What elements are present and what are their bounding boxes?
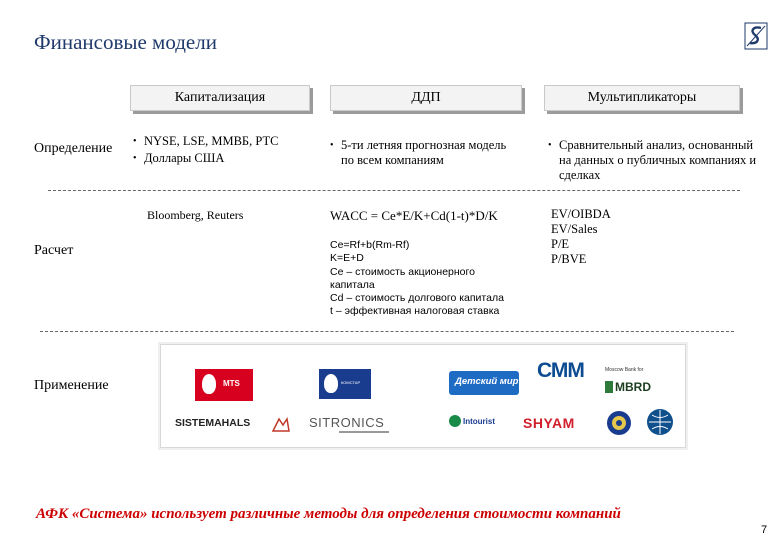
sistema-logo-icon <box>744 22 768 50</box>
shyam-logo <box>523 415 589 435</box>
divider <box>48 190 740 191</box>
header-multiples: Мультипликаторы <box>544 85 740 111</box>
globe-emblem-icon <box>645 407 675 437</box>
bullet-icon: • <box>133 136 137 147</box>
formula-line: Cd – стоимость долгового капитала <box>330 292 504 305</box>
intourist-label: Intourist <box>463 417 495 426</box>
list-item: • Сравнительный анализ, основанный на данных о публичных компаниях и сделках <box>548 138 757 182</box>
row-label-definition: Определение <box>34 141 113 156</box>
formula-line: t – эффективная налоговая ставка <box>330 305 500 318</box>
comstar-logo <box>319 369 371 399</box>
page-title: Финансовые модели <box>34 30 217 54</box>
hals-emblem-icon <box>271 415 291 435</box>
wacc-formula: WACC = Ce*E/K+Cd(1-t)*D/K <box>330 208 498 223</box>
multiple-item: P/E <box>551 237 570 251</box>
comstar-label: КОМСТАР <box>341 380 361 385</box>
multiple-item: EV/Sales <box>551 222 598 236</box>
mts-label: MTS <box>223 379 240 388</box>
header-dcf: ДДП <box>330 85 522 111</box>
formula-line: K=E+D <box>330 252 364 265</box>
mbrd-logo <box>605 367 669 399</box>
mbrd-emblem-icon <box>605 381 613 393</box>
emblem-seal-icon <box>605 409 633 437</box>
multiple-item: P/BVE <box>551 252 587 266</box>
bullet-icon: • <box>330 140 334 151</box>
underline-decoration <box>339 431 389 433</box>
list-item: • 5-ти летняя прогнозная модель по всем компаниям <box>330 138 507 167</box>
formula-line: капитала <box>330 278 375 291</box>
mbrd-subtitle: Moscow Bank for <box>605 367 644 373</box>
row-label-application: Применение <box>34 378 109 393</box>
list-item: • NYSE, LSE, ММВБ, РТС <box>133 134 279 148</box>
globe-icon <box>449 415 461 427</box>
bullet-icon: • <box>133 153 137 164</box>
multiples-list <box>551 207 611 267</box>
logos-panel <box>160 344 686 448</box>
header-capitalization: Капитализация <box>130 85 310 111</box>
egg-icon <box>202 374 216 394</box>
sistemahals-logo <box>175 415 293 435</box>
cmm-logo <box>533 357 595 387</box>
row-label-calculation: Расчет <box>34 243 74 258</box>
formula-list <box>330 239 540 319</box>
intourist-logo <box>449 413 515 435</box>
formula-line: Ce – стоимость акционерного <box>330 265 475 278</box>
list-item: • Доллары США <box>133 151 225 165</box>
divider <box>40 331 734 332</box>
sitronics-label: SITRONICS <box>309 415 385 430</box>
detsky-mir-logo <box>449 371 519 395</box>
mbrd-label: MBRD <box>615 380 651 394</box>
page-number: 7 <box>761 524 768 536</box>
sistemahals-label: SISTEMAHALS <box>175 417 251 429</box>
capitalization-source: Bloomberg, Reuters <box>147 208 244 222</box>
sitronics-logo <box>309 413 401 437</box>
detsky-mir-label: Детский мир <box>455 376 519 387</box>
footer-statement: АФК «Система» использует различные методы для определения стоимости компаний <box>36 506 621 522</box>
cmm-label: СММ <box>537 359 584 382</box>
formula-line: Ce=Rf+b(Rm-Rf) <box>330 239 410 251</box>
multiple-item: EV/OIBDA <box>551 207 611 221</box>
mts-logo <box>195 369 253 401</box>
shyam-label: SHYAM <box>523 415 575 431</box>
bullet-icon: • <box>548 140 552 151</box>
egg-icon <box>324 374 338 393</box>
